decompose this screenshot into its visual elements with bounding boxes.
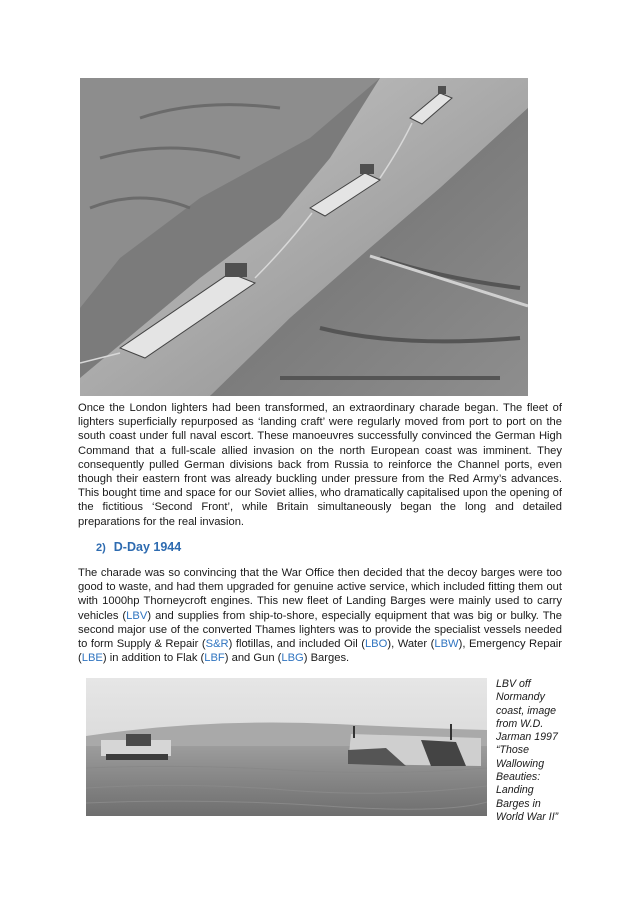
text-run: ) and supplies from ship-to-shore, especially equipment that was big or bulky. The second major use of the converted Thames lighters was to provide the specialist vessels needed to form Supply & Repair ( — [78, 609, 562, 651]
caption-line: World War II” — [496, 810, 559, 823]
caption-line: Barges in — [496, 797, 541, 810]
abbr-lbw: LBW — [434, 638, 459, 651]
text-run: ), Emergency Repair ( — [78, 638, 563, 665]
section-number: 2) — [96, 542, 106, 554]
aerial-photo-barges-icon — [80, 78, 528, 396]
abbr-lbv: LBV — [126, 609, 148, 622]
abbr-lbf: LBF — [204, 652, 225, 665]
text-run: ) and Gun ( — [224, 652, 282, 665]
caption-line: Wallowing — [496, 757, 545, 770]
caption-line: Jarman 1997 — [496, 731, 558, 744]
text-run: ) flotillas, and included Oil ( — [228, 638, 365, 651]
caption-line: coast, image — [496, 704, 557, 717]
photo-lbv-icon — [86, 678, 487, 816]
paragraph-charade: Once the London lighters had been transformed, an extraordinary charade began. The fleet of lighters superficially repurposed as ‘landing craft’ were regularly moved from port to port on the south coast under full naval escort. These manoeuvres successfully convinced the German High Command that a full-scale allied invasion on the north European coast was imminent. They consequently pulled German divisions back from Russia to reinforce the Channel ports, even though their eastern front was already buckling under pressure from the Red Army’s advances. This bought time and space for our Soviet allies, who dramatically capitalised upon the opening of the fictitious ‘Second Front’, while Britain simultaneously began the long and detailed preparations for the real invasion. — [78, 402, 562, 528]
photo-caption — [496, 678, 566, 824]
abbr-lbg: LBG — [281, 652, 304, 665]
photo-lbv-normandy — [86, 678, 487, 816]
text-run: The charade was so convincing that the War Office then decided that the decoy barges were too good to waste, and had them upgraded for genuine active service, which included fitting them out with 1000hp Thorneycroft engines. This new fleet of Landing Barges were mainly used to carry vehicles ( — [78, 567, 562, 622]
section-heading — [96, 540, 181, 554]
caption-line: “Those — [496, 744, 529, 757]
caption-line: Beauties: — [496, 771, 541, 784]
caption-line: LBV off — [496, 678, 531, 690]
paragraph-dday — [78, 566, 562, 665]
caption-line: Normandy — [496, 691, 545, 704]
text-run: ) Barges. — [303, 652, 350, 665]
abbr-sr: S&R — [205, 638, 229, 651]
abbr-lbo: LBO — [364, 638, 388, 651]
section-title: D-Day 1944 — [113, 540, 182, 554]
text-run: ) in addition to Flak ( — [102, 652, 205, 665]
caption-line: from W.D. — [496, 717, 544, 730]
aerial-photo-barges — [80, 78, 528, 396]
caption-line: Landing — [496, 784, 534, 797]
abbr-lbe: LBE — [81, 652, 103, 665]
text-run: ), Water ( — [387, 638, 435, 651]
